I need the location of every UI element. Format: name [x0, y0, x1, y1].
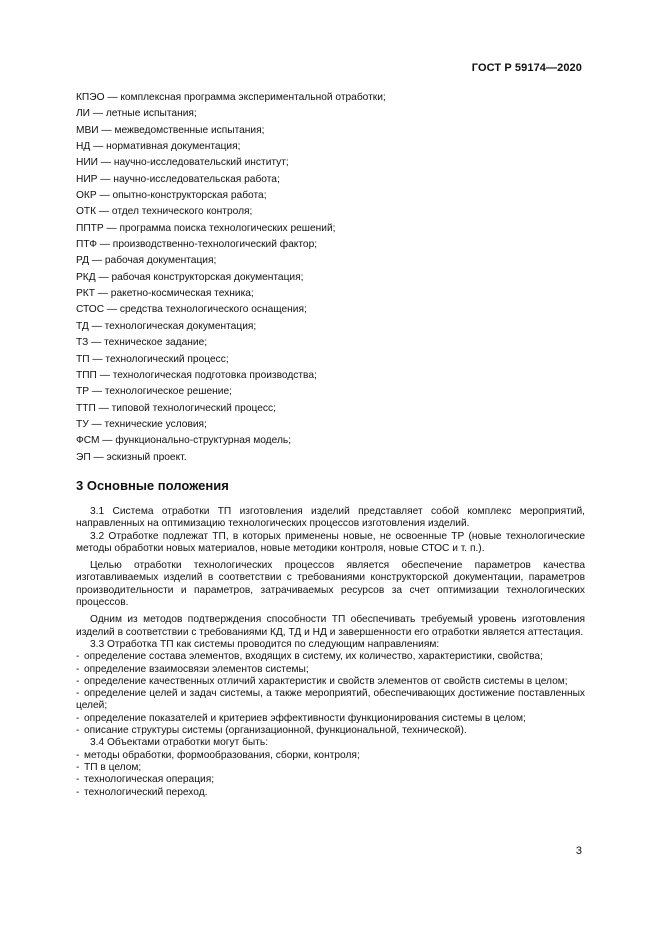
list-item: - определение целей и задач системы, а также мероприятий, обеспечивающих достижение поставленных целей; [76, 688, 585, 712]
list-item-text: определение качественных отличий характеристик и свойств элементов от свойств системы в целом; [84, 675, 568, 687]
list-item-text: определение взаимосвязи элементов системы; [84, 663, 309, 675]
abbreviation-item: ФСМ — функционально-структурная модель; [76, 435, 292, 447]
paragraph-attestation: Одним из методов подтверждения способности ТП обеспечивать требуемый уровень изготовления изделий в соответствии с требованиями КД, ТД и НД и завершенности его отработки является аттестация. [76, 614, 585, 638]
abbreviation-item: ТД — технологическая документация; [76, 320, 257, 332]
list-item: - методы обработки, формообразования, сборки, контроля; [76, 749, 360, 761]
list-item-text: определение целей и задач системы, а также мероприятий, обеспечивающих достижение поставленных целей; [76, 688, 585, 712]
paragraph-3-2: 3.2 Отработке подлежат ТП, в которых применены новые, не освоенные ТР (новые технологические методы обработки новых материалов, новые методики контроля, новые СТОС и т. п.). [76, 530, 585, 554]
list-item-text: определение показателей и критериев эффективности функционирования системы в целом; [84, 712, 526, 724]
abbreviation-item: НД — нормативная документация; [76, 141, 241, 153]
abbreviation-item: НИИ — научно-исследовательский институт; [76, 157, 289, 169]
document-header: ГОСТ Р 59174—2020 [471, 62, 582, 74]
abbreviation-item: КПЭО — комплексная программа экспериментальной отработки; [76, 92, 386, 103]
abbreviation-item: РКТ — ракетно-космическая техника; [76, 288, 254, 300]
abbreviation-item: РД — рабочая документация; [76, 255, 217, 267]
abbreviation-item: ОКР — опытно-конструкторская работа; [76, 190, 267, 202]
list-item: - определение качественных отличий характеристик и свойств элементов от свойств системы в целом; [76, 675, 568, 687]
abbreviation-item: ТУ — технические условия; [76, 418, 207, 430]
paragraph-3-4: 3.4 Объектами отработки могут быть: [90, 737, 269, 749]
list-item: - определение показателей и критериев эффективности функционирования системы в целом; [76, 712, 526, 724]
list-item: - технологическая операция; [76, 774, 215, 786]
section-basic-provisions [76, 478, 585, 799]
paragraph-3-3: 3.3 Отработка ТП как системы проводится по следующим направлениям: [90, 638, 440, 650]
abbreviation-item: ЛИ — летные испытания; [76, 108, 197, 120]
abbreviation-item: ПТФ — производственно-технологический фактор; [76, 239, 318, 251]
abbreviation-item: ТР — технологическое решение; [76, 386, 232, 398]
abbreviation-item: СТОС — средства технологического оснащения; [76, 304, 307, 316]
page-number: 3 [575, 845, 582, 857]
section-title: 3 Основные положения [76, 478, 229, 493]
abbreviation-item: ТП — технологический процесс; [76, 353, 229, 365]
abbreviation-item: МВИ — межведомственные испытания; [76, 124, 265, 136]
list-item-text: ТП в целом; [84, 761, 142, 773]
list-item-text: определение состава элементов, входящих в систему, их количество, характеристики, свойства; [84, 651, 543, 663]
list-item: - ТП в целом; [76, 761, 142, 773]
paragraph-goal: Целью отработки технологических процессов является обеспечение параметров качества изготавливаемых изделий в соответствии с требованиями конструкторской документации, параметров производительности и параметров, затрачиваемых ресурсов за счет оптимизации технологических процессов. [76, 560, 585, 609]
list-item-text: технологический переход. [84, 786, 208, 798]
list-item-text: технологическая операция; [84, 774, 215, 786]
abbreviation-item: РКД — рабочая конструкторская документация; [76, 271, 304, 283]
list-item-text: описание структуры системы (организационной, функциональной, технической). [84, 725, 467, 737]
abbreviation-item: НИР — научно-исследовательская работа; [76, 173, 280, 185]
abbreviation-item: ТТП — типовой технологический процесс; [76, 402, 276, 414]
list-item: - технологический переход. [76, 786, 208, 798]
abbreviation-item: ТЗ — техническое задание; [76, 337, 208, 349]
abbreviation-item: ТПП — технологическая подготовка производства; [76, 369, 317, 381]
list-item: - определение состава элементов, входящих в систему, их количество, характеристики, свойства; [76, 651, 543, 663]
list-item-text: методы обработки, формообразования, сборки, контроля; [84, 749, 360, 761]
paragraph-3-1: 3.1 Система отработки ТП изготовления изделий представляет собой комплекс мероприятий, направленных на оптимизацию технологических процессов изготовления изделий. [76, 506, 585, 530]
abbreviation-item: ОТК — отдел технического контроля; [76, 206, 253, 218]
abbreviation-item: ППТР — программа поиска технологических решений; [76, 222, 336, 234]
abbreviations-list [76, 90, 596, 466]
list-item: - определение взаимосвязи элементов системы; [76, 663, 309, 675]
list-item: - описание структуры системы (организационной, функциональной, технической). [76, 725, 467, 737]
abbreviation-item: ЭП — эскизный проект. [76, 451, 187, 463]
